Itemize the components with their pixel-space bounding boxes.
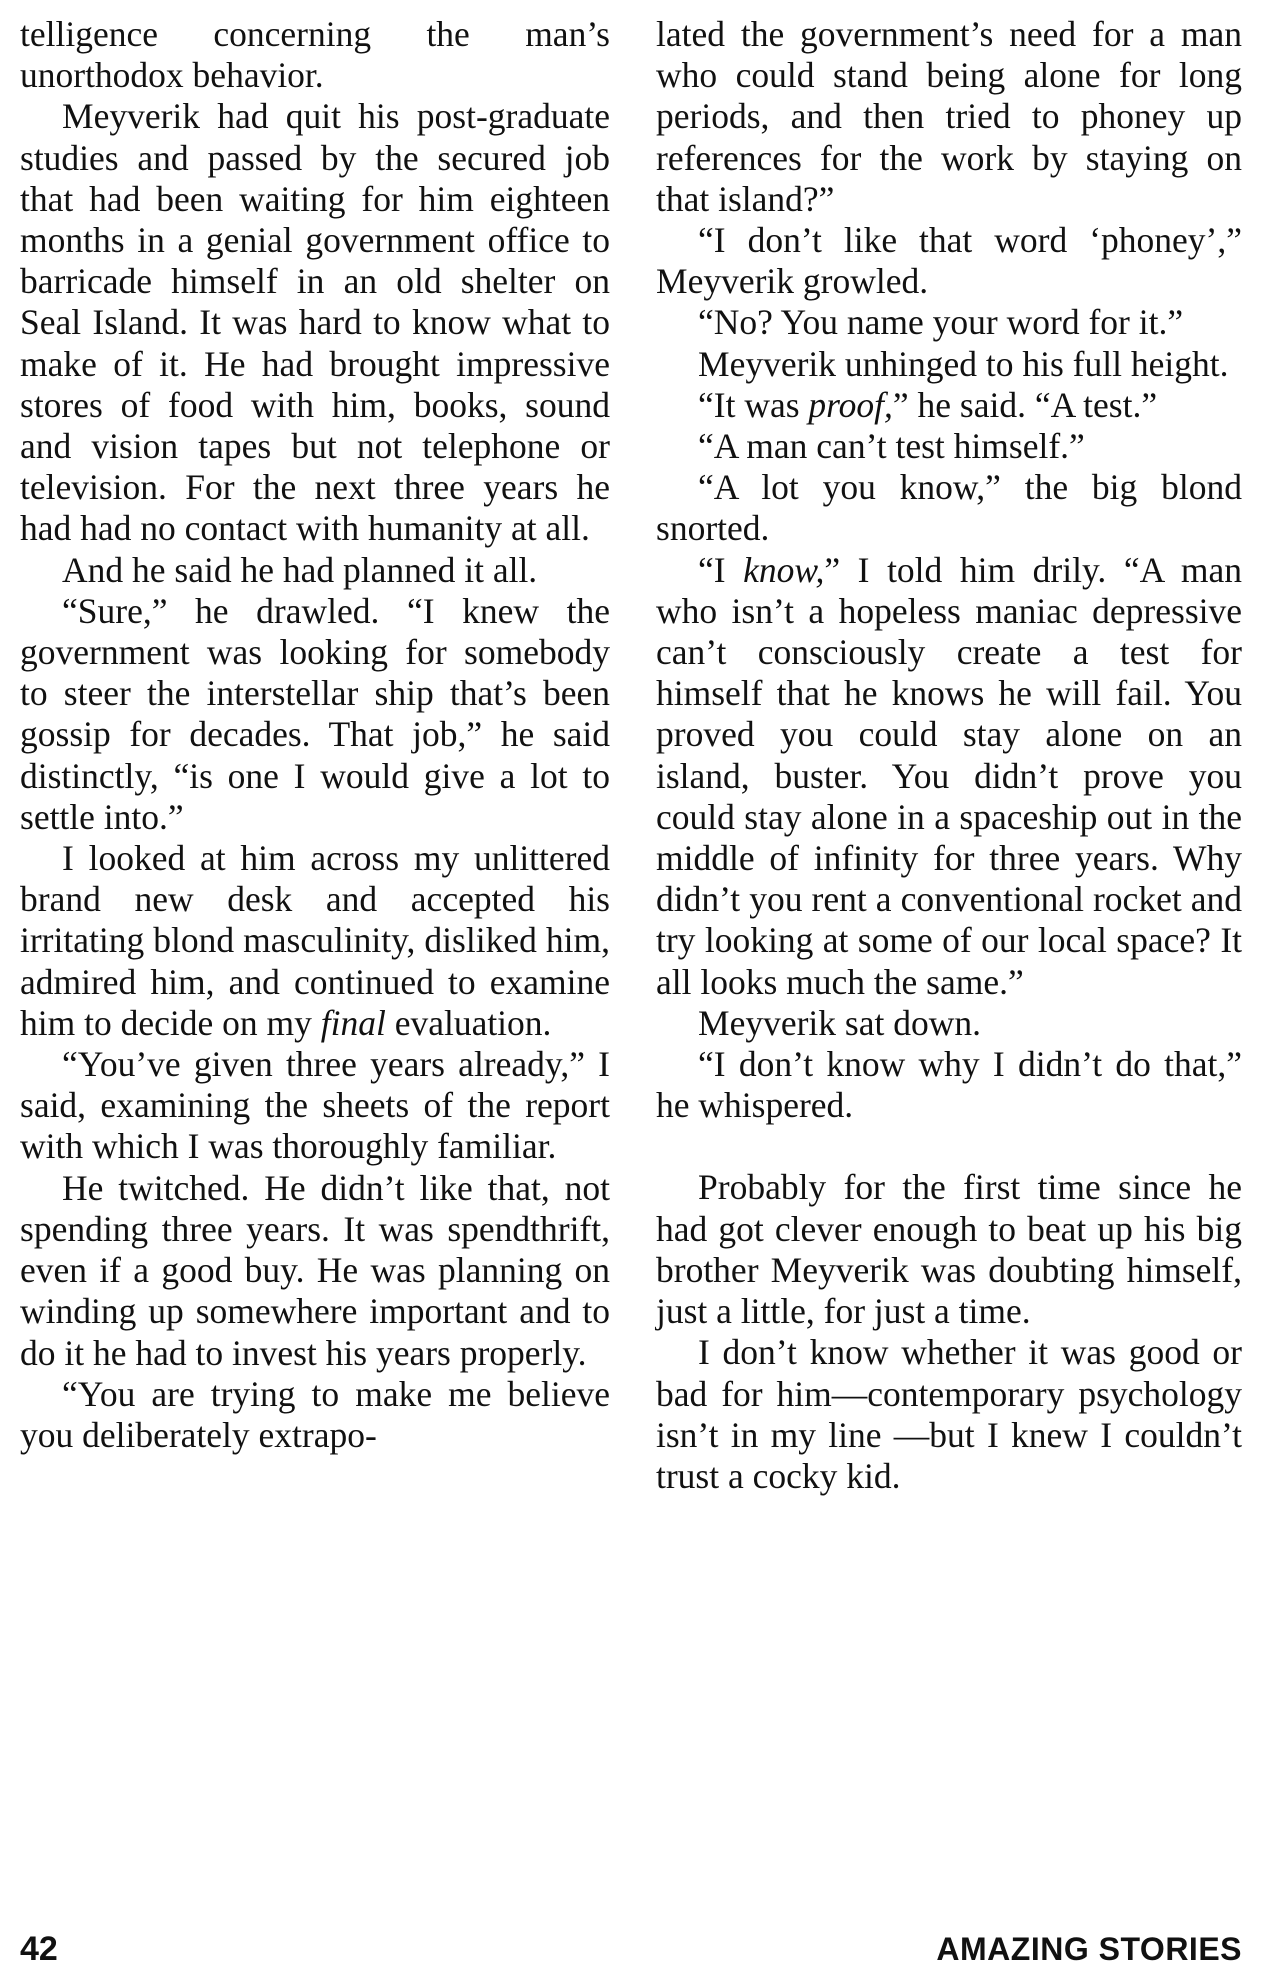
paragraph: Meyverik sat down. bbox=[698, 1002, 981, 1043]
paragraph-text: evaluation. bbox=[385, 1002, 552, 1043]
paragraph: Probably for the first time since he had got clever enough to beat up his big brother Meyverik was doubting himself, just a little, for just a time. bbox=[656, 1167, 1242, 1332]
paragraph: And he said he had planned it all. bbox=[62, 549, 538, 590]
paragraph-text: ” I told him drily. “A man who isn’t a hopeless maniac depressive can’t consciously create a test for himself that he knows he will fail. You proved you could stay alone on an island, buster. You didn’t prove you could stay alone in a spaceship out in the middle of infinity for three years. Why didn’t you rent a conventional rocket and try looking at some of our local space? It all looks much the same.” bbox=[656, 549, 1242, 1002]
paragraph: I don’t know whether it was good or bad for him—contemporary psychology isn’t in my line —but I knew I couldn’t trust a cocky kid. bbox=[656, 1332, 1242, 1496]
paragraph: “You’ve given three years already,” I said, examining the sheets of the report with which I was thoroughly familiar. bbox=[20, 1044, 610, 1167]
paragraph: “I don’t like that word ‘phoney’,” Meyverik growled. bbox=[656, 220, 1242, 302]
paragraph: “A lot you know,” the big blond snorted. bbox=[656, 467, 1242, 549]
paragraph bbox=[20, 838, 610, 1044]
paragraph: “I don’t know why I didn’t do that,” he whispered. bbox=[656, 1044, 1242, 1126]
emphasized-word: final bbox=[320, 1002, 386, 1043]
paragraph-text: “It was bbox=[698, 384, 809, 425]
left-text-column bbox=[20, 14, 610, 1456]
paragraph: He twitched. He didn’t like that, not spending three years. It was spendthrift, even if a good buy. He was planning on winding up somewhere important and to do it he had to invest his years properly. bbox=[20, 1167, 610, 1373]
paragraph bbox=[656, 385, 1242, 426]
page-number: 42 bbox=[20, 1930, 58, 1968]
emphasized-word: know, bbox=[743, 549, 825, 590]
running-title: AMAZING STORIES bbox=[936, 1931, 1242, 1967]
right-text-column bbox=[656, 14, 1242, 1497]
paragraph: “No? You name your word for it.” bbox=[698, 302, 1184, 343]
paragraph bbox=[656, 550, 1242, 1003]
paragraph: Meyverik had quit his post-graduate studies and passed by the secured job that had been waiting for him eighteen months in a genial government office to barricade himself in an old shelter on Seal Island. It was hard to know what to make of it. He had brought impressive stores of food with him, books, sound and vision tapes but not telephone or television. For the next three years he had had no contact with humanity at all. bbox=[20, 96, 610, 549]
paragraph: telligence concerning the man’s unorthodox behavior. bbox=[20, 14, 610, 96]
paragraph-text: “I bbox=[698, 549, 744, 590]
page-footer bbox=[20, 1926, 1242, 1972]
paragraph: “A man can’t test himself.” bbox=[698, 426, 1085, 467]
paragraph: lated the government’s need for a man who could stand being alone for long periods, and then tried to phoney up references for the work by staying on that island?” bbox=[656, 14, 1242, 219]
paragraph-text: ” he said. “A test.” bbox=[892, 384, 1158, 425]
paragraph: Meyverik unhinged to his full height. bbox=[698, 343, 1229, 384]
paragraph: “Sure,” he drawled. “I knew the government was looking for somebody to steer the interstellar ship that’s been gossip for decades. That job,” he said distinctly, “is one I would give a lot to settle into.” bbox=[20, 590, 610, 837]
paragraph-text: I looked at him across my unlittered brand new desk and accepted his irritating blond masculinity, disliked him, admired him, and continued to examine him to decide on my bbox=[20, 838, 610, 1043]
emphasized-word: proof, bbox=[808, 384, 893, 425]
paragraph: “You are trying to make me believe you deliberately extrapo- bbox=[20, 1373, 610, 1455]
